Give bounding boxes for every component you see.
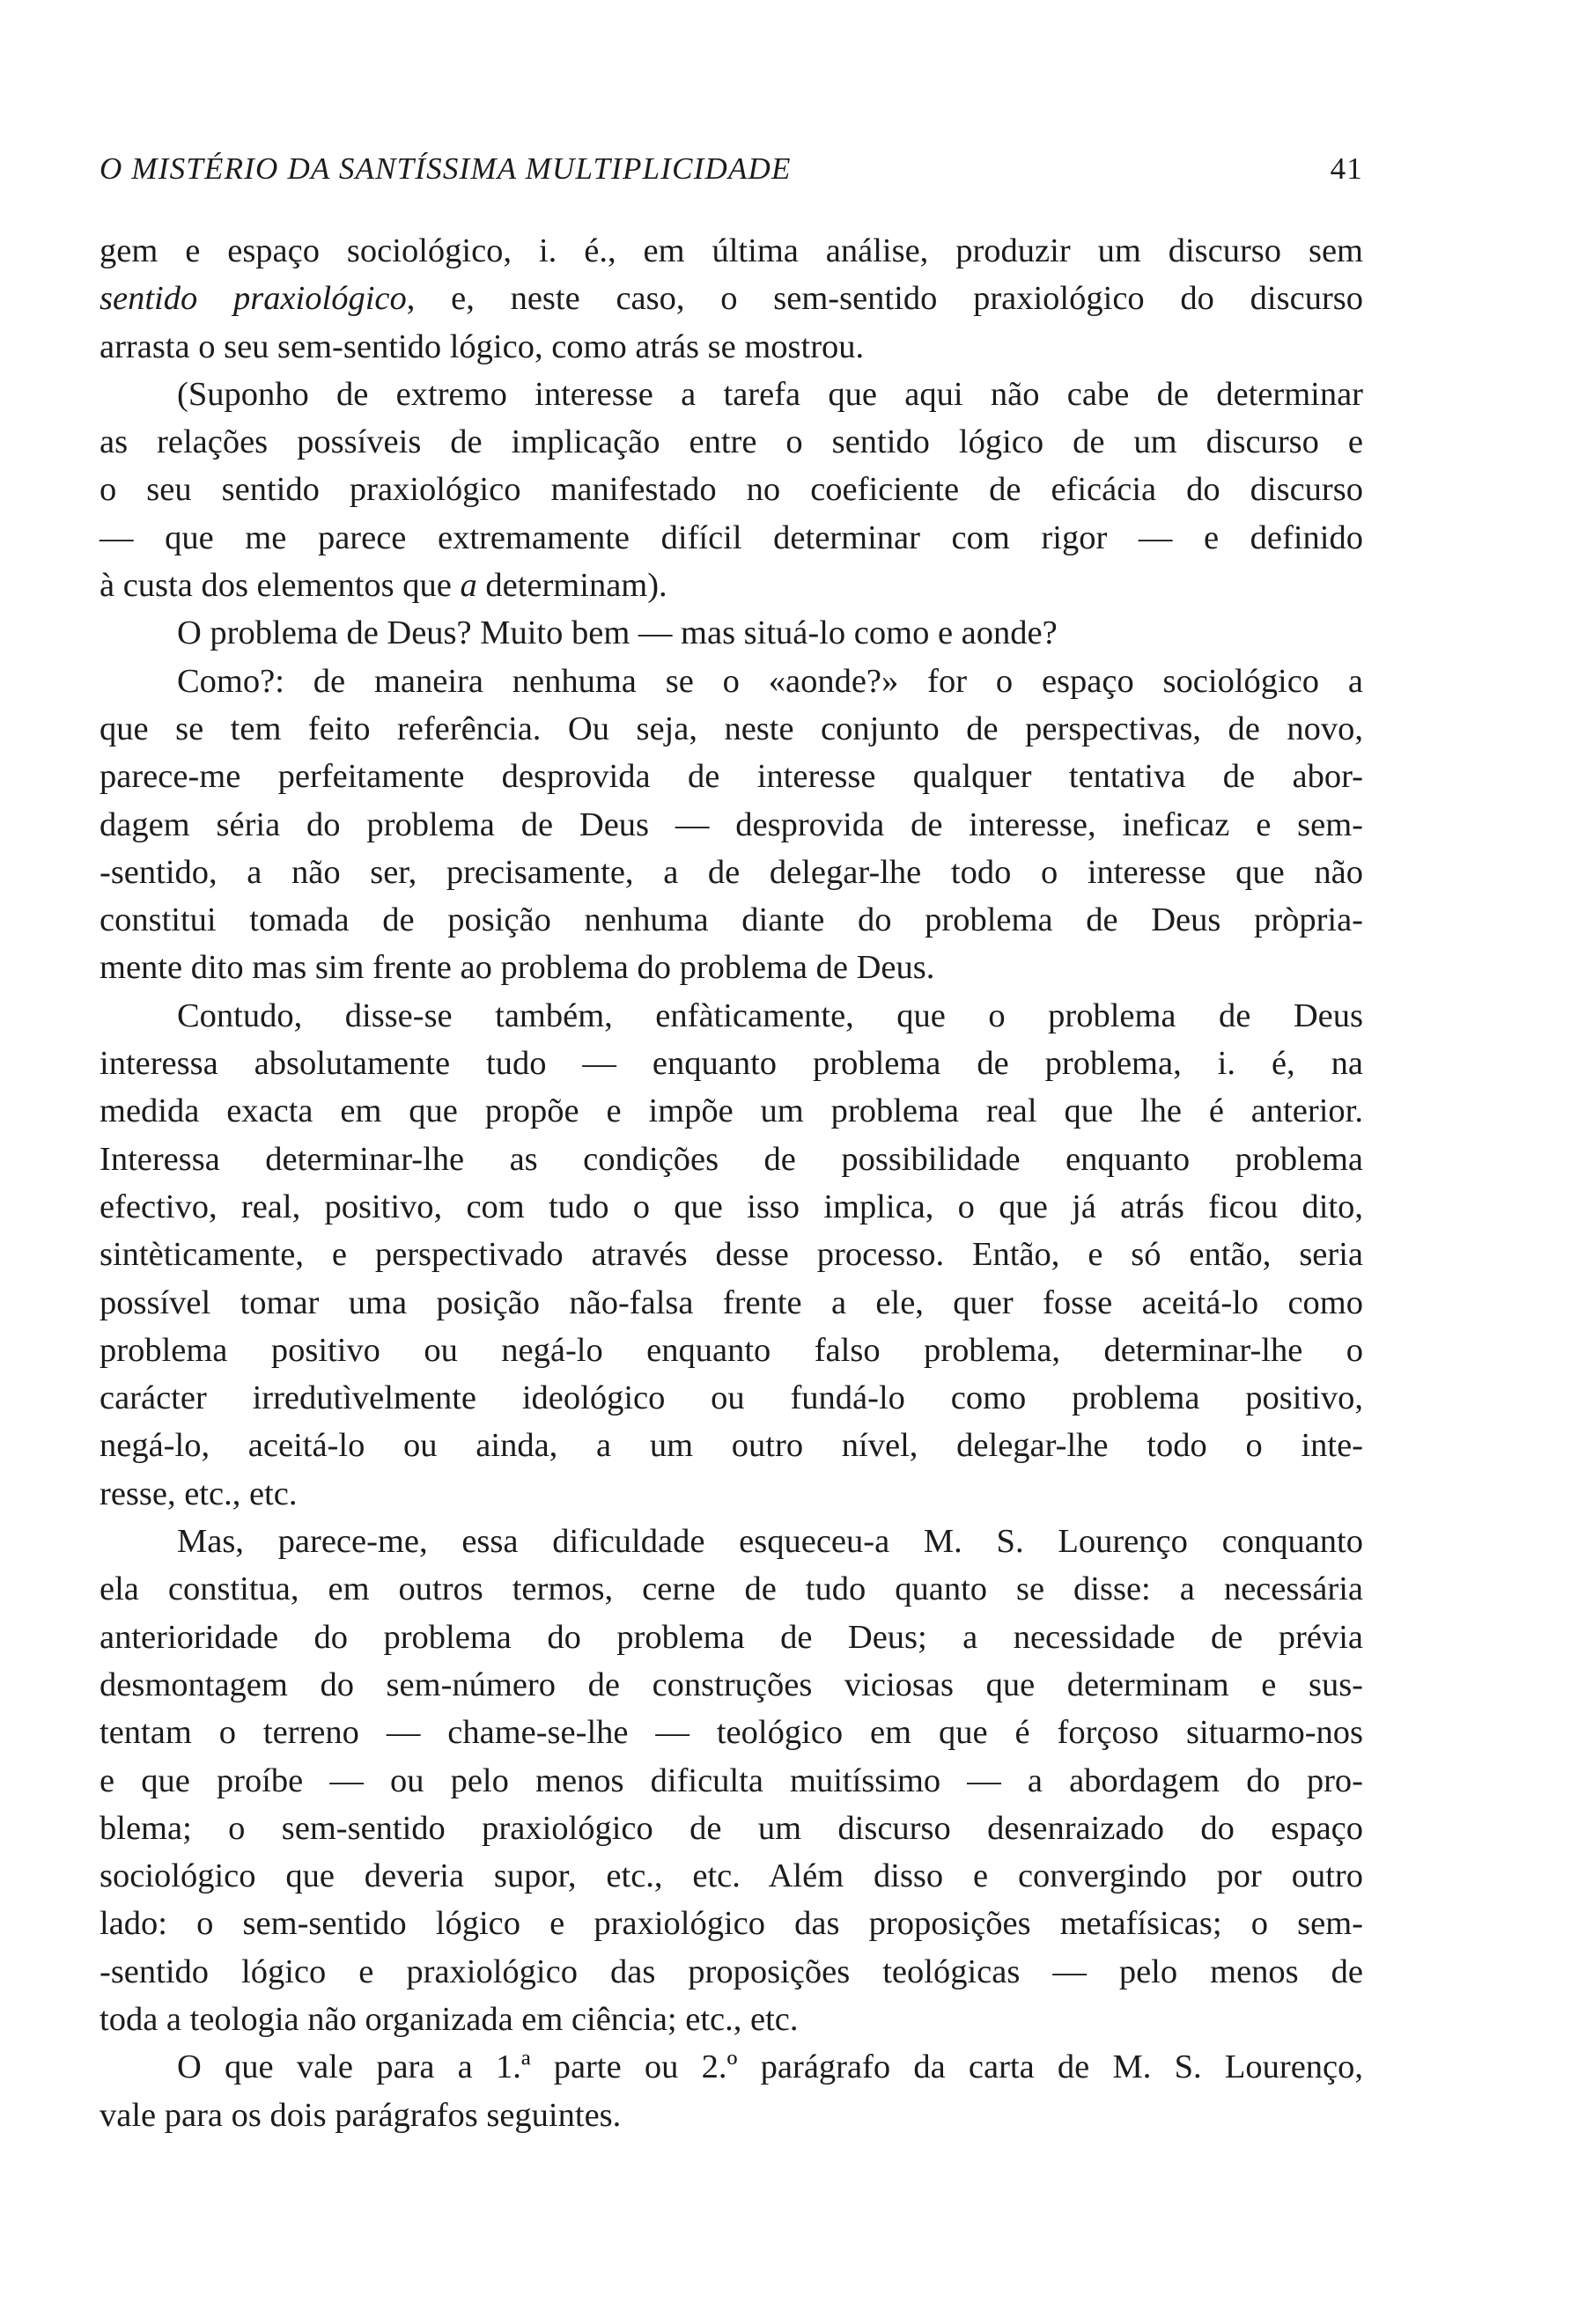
text-line: problema positivo ou negá-lo enquanto falso problema, determinar-lhe o <box>100 1331 1363 1369</box>
text-line: carácter irredutìvelmente ideológico ou fundá-lo como problema positivo, <box>100 1379 1363 1417</box>
paragraph <box>100 2043 1363 2139</box>
text-line: mente dito mas sim frente ao problema do problema de Deus. <box>100 949 935 987</box>
text-line: o seu sentido praxiológico manifestado no coeficiente de eficácia do discurso <box>100 471 1363 509</box>
text-segment: determinam). <box>476 567 667 605</box>
text-line: — que me parece extremamente difícil determinar com rigor — e definido <box>100 518 1363 556</box>
text-line: arrasta o seu sem-sentido lógico, como atrás se mostrou. <box>100 327 865 365</box>
text-line: possível tomar uma posição não-falsa frente a ele, quer fosse aceitá-lo como <box>100 1283 1363 1321</box>
text-line: Como?: de maneira nenhuma se o «aonde?» for o espaço sociológico a <box>177 662 1363 700</box>
text-segment: , e, neste caso, o sem-sentido praxiológico do discurso <box>406 280 1364 318</box>
text-line: e que proíbe — ou pelo menos dificulta muitíssimo — a abordagem do pro- <box>100 1761 1363 1799</box>
paragraph <box>100 1518 1363 2043</box>
text-line: Mas, parece-me, essa dificuldade esqueceu-a M. S. Lourenço conquanto <box>177 1523 1363 1561</box>
text-line: lado: o sem-sentido lógico e praxiológico das proposições metafísicas; o sem- <box>100 1905 1363 1943</box>
text-line: as relações possíveis de implicação entre o sentido lógico de um discurso e <box>100 423 1363 461</box>
text-line: (Suponho de extremo interesse a tarefa que aqui não cabe de determinar <box>177 375 1363 413</box>
paragraph <box>100 371 1363 609</box>
text-line: O problema de Deus? Muito bem — mas situá-lo como e aonde? <box>177 614 1058 652</box>
text-line: O que vale para a 1.ª parte ou 2.º parágrafo da carta de M. S. Lourenço, <box>177 2048 1363 2086</box>
running-title: O MISTÉRIO DA SANTÍSSIMA MULTIPLICIDADE <box>100 151 792 186</box>
text-line: -sentido, a não ser, precisamente, a de delegar-lhe todo o interesse que não <box>100 853 1363 891</box>
paragraph <box>100 992 1363 1518</box>
text-line: Interessa determinar-lhe as condições de possibilidade enquanto problema <box>100 1140 1363 1178</box>
text-line: sociológico que deveria supor, etc., etc. Além disso e convergindo por outro <box>100 1857 1363 1895</box>
text-line: resse, etc., etc. <box>100 1475 298 1512</box>
body-text <box>100 227 1363 2139</box>
text-line: ela constitua, em outros termos, cerne de tudo quanto se disse: a necessária <box>100 1570 1363 1608</box>
text-line: interessa absolutamente tudo — enquanto problema de problema, i. é, na <box>100 1045 1363 1083</box>
text-line: tentam o terreno — chame-se-lhe — teológico em que é forçoso situarmo-nos <box>100 1714 1363 1752</box>
text-line: dagem séria do problema de Deus — desprovida de interesse, ineficaz e sem- <box>100 805 1363 843</box>
text-line: constitui tomada de posição nenhuma diante do problema de Deus pròpria- <box>100 901 1363 939</box>
text-line: parece-me perfeitamente desprovida de interesse qualquer tentativa de abor- <box>100 758 1363 796</box>
text-line: medida exacta em que propõe e impõe um problema real que lhe é anterior. <box>100 1092 1363 1130</box>
text-segment: à custa dos elementos que <box>100 567 461 605</box>
text-line: que se tem feito referência. Ou seja, neste conjunto de perspectivas, de novo, <box>100 710 1363 747</box>
text-line: desmontagem do sem-número de construções viciosas que determinam e sus- <box>100 1666 1363 1703</box>
emphasis: sentido praxiológico <box>100 280 407 318</box>
text-line: blema; o sem-sentido praxiológico de um discurso desenraizado do espaço <box>100 1809 1363 1847</box>
text-line: Contudo, disse-se também, enfàticamente, que o problema de Deus <box>177 997 1363 1034</box>
paragraph <box>100 227 1363 371</box>
text-line <box>100 562 1363 609</box>
text-line: anterioridade do problema do problema de Deus; a necessidade de prévia <box>100 1618 1363 1656</box>
text-line <box>100 275 1363 322</box>
text-line: sintèticamente, e perspectivado através desse processo. Então, e só então, seria <box>100 1236 1363 1274</box>
running-header <box>100 143 1363 195</box>
text-line: vale para os dois parágrafos seguintes. <box>100 2096 622 2134</box>
text-line: -sentido lógico e praxiológico das proposições teológicas — pelo menos de <box>100 1953 1363 1990</box>
paragraph <box>100 609 1363 657</box>
text-line: toda a teologia não organizada em ciência; etc., etc. <box>100 2000 799 2038</box>
text-line: gem e espaço sociológico, i. é., em última análise, produzir um discurso sem <box>100 232 1363 269</box>
text-line: efectivo, real, positivo, com tudo o que isso implica, o que já atrás ficou dito, <box>100 1188 1363 1225</box>
text-line: negá-lo, aceitá-lo ou ainda, a um outro nível, delegar-lhe todo o inte- <box>100 1427 1363 1465</box>
emphasis: a <box>460 567 477 605</box>
page-number: 41 <box>1330 151 1363 186</box>
paragraph <box>100 658 1363 992</box>
